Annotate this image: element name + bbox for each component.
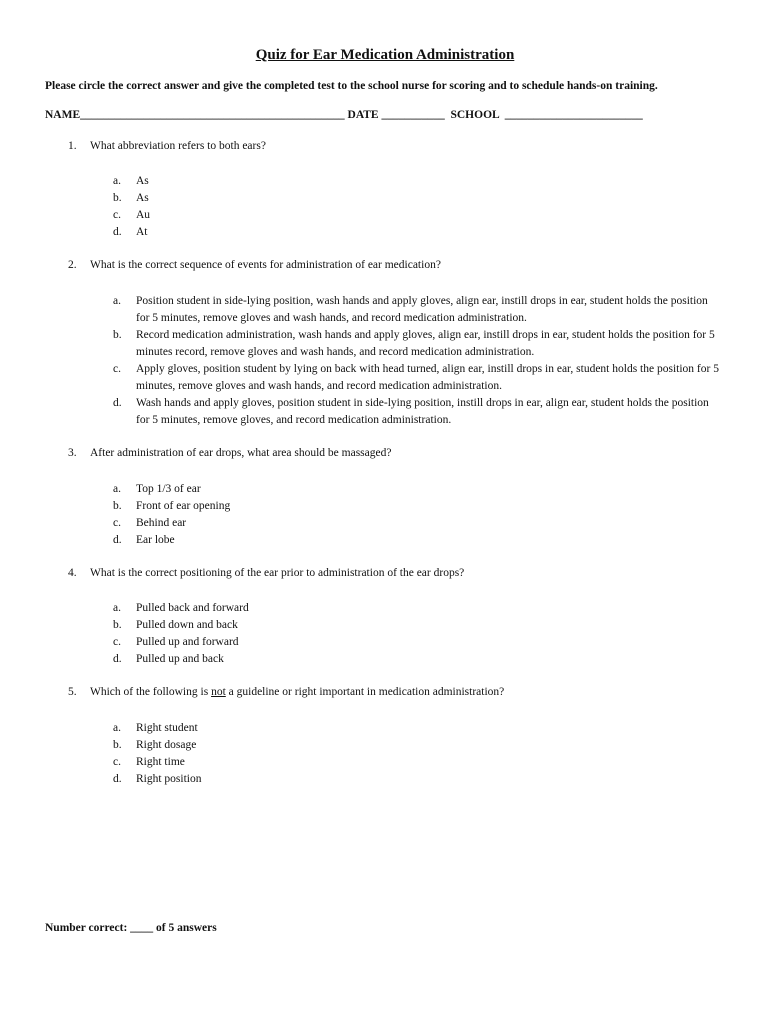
instructions: Please circle the correct answer and give the completed test to the school nurse for scoring and to schedule hands-on training. [45, 80, 658, 92]
question-4 [68, 567, 464, 579]
question-text-after: a guideline or right important in medication administration? [225, 686, 505, 698]
option-a[interactable]: a. Position student in side-lying position, wash hands and apply gloves, align ear, instill drops in ear, student holds the position for 5 minutes, remove gloves and wash hands, and record medication administration. [113, 295, 708, 324]
option-d[interactable]: d. Right position [113, 773, 202, 785]
question-3 [68, 447, 391, 459]
question-3-options [113, 481, 230, 549]
question-text: What abbreviation refers to both ears? [90, 140, 266, 152]
option-c[interactable]: c. Au [113, 209, 151, 221]
option-b[interactable]: b. Record medication administration, wash hands and apply gloves, align ear, instill drops in ear, student holds the position for 5 minutes record, remove gloves and wash hands, and record medication administration. [113, 329, 715, 358]
page-title: Quiz for Ear Medication Administration [255, 47, 515, 63]
question-text: What is the correct positioning of the ear prior to administration of the ear drops? [90, 567, 465, 579]
option-b[interactable]: b. Pulled down and back [113, 619, 238, 631]
option-c[interactable]: c. Pulled up and forward [113, 636, 239, 648]
option-a[interactable]: a. Right student [113, 722, 198, 734]
question-2 [68, 259, 441, 271]
option-c[interactable]: c. Right time [113, 756, 185, 768]
question-number: 1. [68, 140, 77, 152]
question-1 [68, 140, 266, 152]
option-d[interactable]: d. Wash hands and apply gloves, position student in side-lying position, instill drops in ear, align ear, student holds the position for 5 minutes, remove gloves, and record medication administration. [113, 397, 709, 426]
question-text: After administration of ear drops, what area should be massaged? [90, 447, 392, 459]
name-date-school-fields: NAME______________________________________________ DATE ___________ SCHOOL ________________________ [45, 109, 643, 121]
question-number: 5. [68, 686, 77, 698]
option-c[interactable]: c. Behind ear [113, 517, 187, 529]
option-d[interactable]: d. Pulled up and back [113, 653, 224, 665]
question-number: 3. [68, 447, 77, 459]
option-b[interactable]: b. As [113, 192, 149, 204]
question-5 [68, 686, 504, 698]
question-number: 2. [68, 259, 77, 271]
option-b[interactable]: b. Right dosage [113, 739, 197, 751]
question-text-underlined: not [211, 686, 226, 698]
option-a[interactable]: a. Pulled back and forward [113, 602, 249, 614]
question-number: 4. [68, 567, 77, 579]
question-2-options [113, 293, 724, 429]
option-d[interactable]: d. Ear lobe [113, 534, 175, 546]
option-a[interactable]: a. As [113, 175, 149, 187]
question-4-options [113, 600, 249, 668]
question-text-before: Which of the following is [90, 686, 212, 698]
option-b[interactable]: b. Front of ear opening [113, 500, 231, 512]
option-c[interactable]: c. Apply gloves, position student by lying on back with head turned, align ear, instill drops in ear, student holds the position for 5 minutes, remove gloves and wash hands, and record medication administration. [113, 363, 719, 392]
option-a[interactable]: a. Top 1/3 of ear [113, 483, 201, 495]
score-line: Number correct: ____ of 5 answers [45, 922, 217, 934]
question-1-options [113, 173, 150, 241]
option-d[interactable]: d. At [113, 226, 148, 238]
question-5-options [113, 720, 202, 788]
question-text: What is the correct sequence of events for administration of ear medication? [90, 259, 441, 271]
